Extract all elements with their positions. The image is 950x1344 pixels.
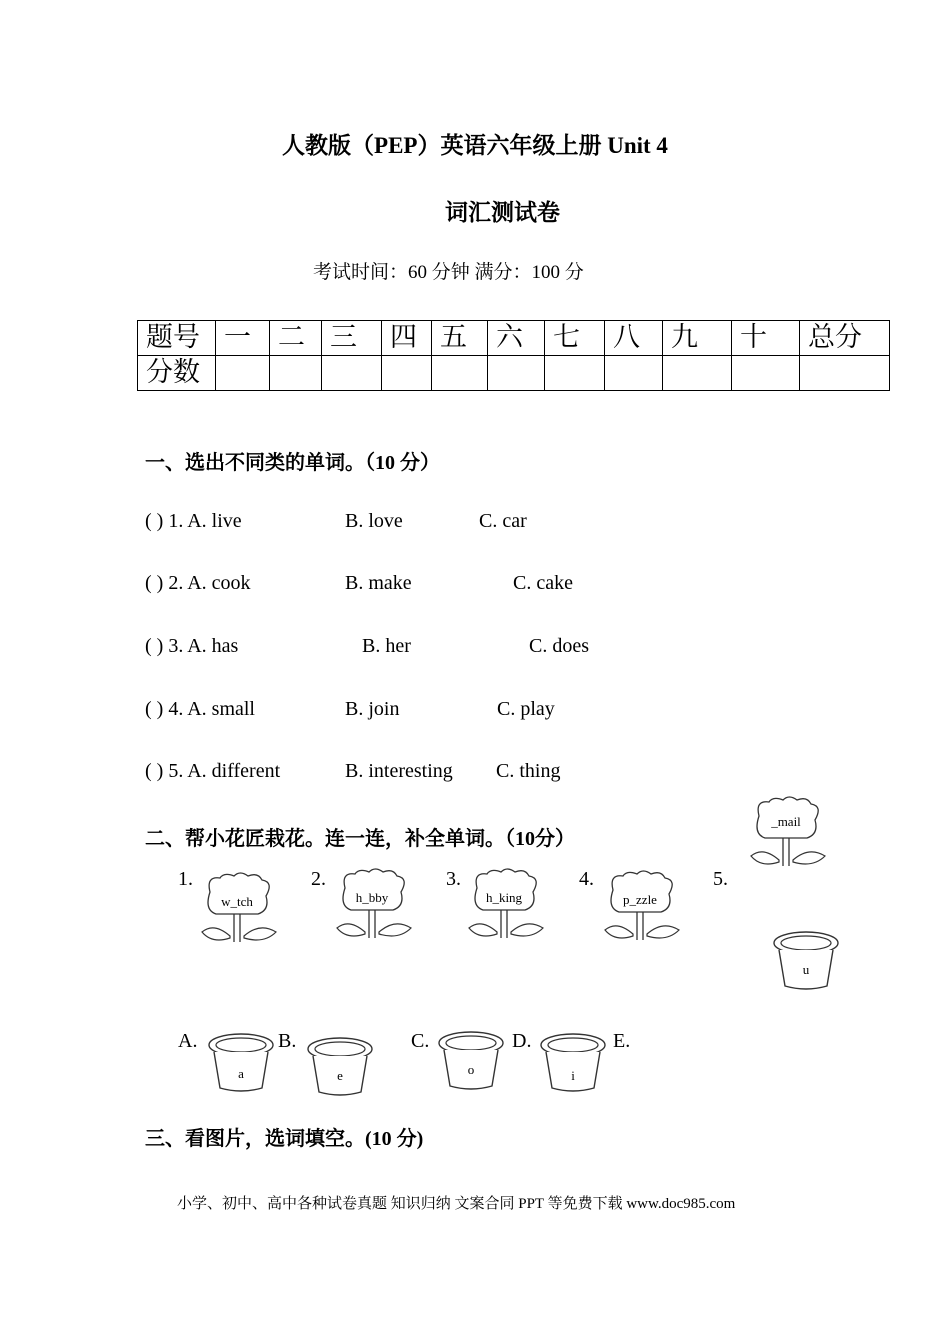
score-input-cell[interactable] <box>663 356 732 391</box>
flower-word: p_zzle <box>623 892 657 907</box>
flower-pot-icon[interactable] <box>771 930 841 992</box>
score-table-cell: 总分 <box>800 321 890 356</box>
option-b: B. love <box>345 510 403 532</box>
pot-letter: u <box>802 962 810 977</box>
page-subtitle: 词汇测试卷 <box>445 200 560 225</box>
pot-label: E. <box>613 1030 631 1052</box>
pot-label: D. <box>512 1030 532 1052</box>
flower-icon[interactable] <box>335 866 413 944</box>
pot-letter: o <box>467 1062 475 1077</box>
question-row <box>0 698 950 724</box>
score-input-cell[interactable] <box>322 356 382 391</box>
flower-word: _mail <box>771 814 801 829</box>
pot-letter: i <box>571 1068 575 1083</box>
option-c: C. cake <box>513 572 573 594</box>
option-c: C. play <box>497 698 555 720</box>
score-input-cell[interactable] <box>488 356 545 391</box>
pot-label: A. <box>178 1030 198 1052</box>
question-prefix: ( ) 4. A. small <box>145 698 255 720</box>
pot-letter: a <box>238 1066 244 1081</box>
pot-label: B. <box>278 1030 297 1052</box>
score-input-cell[interactable] <box>732 356 800 391</box>
flower-word: w_tch <box>221 894 253 909</box>
flower-icon[interactable] <box>467 866 545 944</box>
score-table-cell: 五 <box>432 321 488 356</box>
question-row <box>0 510 950 536</box>
score-input-cell[interactable] <box>382 356 432 391</box>
score-input-cell[interactable] <box>216 356 270 391</box>
page-footer: 小学、初中、高中各种试卷真题 知识归纳 文案合同 PPT 等免费下载 www.doc985.com <box>177 1196 736 1212</box>
flower-number: 5. <box>713 868 728 890</box>
pot-letter: e <box>337 1068 343 1083</box>
score-input-cell[interactable] <box>432 356 488 391</box>
option-c: C. car <box>479 510 527 532</box>
option-b: B. make <box>345 572 412 594</box>
score-table-cell: 一 <box>216 321 270 356</box>
question-prefix: ( ) 2. A. cook <box>145 572 251 594</box>
flower-word: h_king <box>485 890 523 905</box>
score-input-cell[interactable] <box>270 356 322 391</box>
score-table-score-row <box>138 356 890 391</box>
flower-icon[interactable] <box>749 794 827 872</box>
question-prefix: ( ) 3. A. has <box>145 635 239 657</box>
score-table-cell: 题号 <box>138 321 216 356</box>
score-table-cell: 九 <box>663 321 732 356</box>
flower-number: 4. <box>579 868 594 890</box>
score-table-cell: 三 <box>322 321 382 356</box>
score-table-cell: 分数 <box>138 356 216 391</box>
section1-heading: 一、选出不同类的单词。（10 分） <box>145 452 440 474</box>
question-row <box>0 572 950 598</box>
score-input-cell[interactable] <box>545 356 605 391</box>
pot-label: C. <box>411 1030 430 1052</box>
question-prefix: ( ) 1. A. live <box>145 510 242 532</box>
score-table-header-row <box>138 321 890 356</box>
score-table-cell: 六 <box>488 321 545 356</box>
flower-icon[interactable] <box>200 870 278 948</box>
flower-word: h_bby <box>355 890 389 905</box>
flower-number: 2. <box>311 868 326 890</box>
section3-heading: 三、看图片，选词填空。(10 分) <box>145 1128 424 1150</box>
score-table-cell: 四 <box>382 321 432 356</box>
flower-pot-icon[interactable] <box>538 1032 608 1094</box>
question-row <box>0 760 950 786</box>
score-input-cell[interactable] <box>800 356 890 391</box>
flower-pot-icon[interactable] <box>436 1030 506 1092</box>
flower-number: 1. <box>178 868 193 890</box>
question-row <box>0 635 950 661</box>
score-table-cell: 七 <box>545 321 605 356</box>
option-b: B. her <box>362 635 411 657</box>
score-table <box>137 320 890 391</box>
section2-heading: 二、帮小花匠栽花。连一连，补全单词。（10分） <box>145 828 575 850</box>
option-b: B. interesting <box>345 760 453 782</box>
option-b: B. join <box>345 698 400 720</box>
flower-pot-icon[interactable] <box>305 1036 375 1098</box>
question-prefix: ( ) 5. A. different <box>145 760 281 782</box>
flower-icon[interactable] <box>603 868 681 946</box>
exam-info: 考试时间：60 分钟 满分：100 分 <box>313 262 584 283</box>
flower-number: 3. <box>446 868 461 890</box>
option-c: C. thing <box>496 760 561 782</box>
page-title: 人教版（PEP）英语六年级上册 Unit 4 <box>282 133 668 158</box>
score-table-cell: 十 <box>732 321 800 356</box>
flower-pot-icon[interactable] <box>206 1032 276 1094</box>
option-c: C. does <box>529 635 589 657</box>
score-input-cell[interactable] <box>605 356 663 391</box>
score-table-cell: 八 <box>605 321 663 356</box>
score-table-cell: 二 <box>270 321 322 356</box>
